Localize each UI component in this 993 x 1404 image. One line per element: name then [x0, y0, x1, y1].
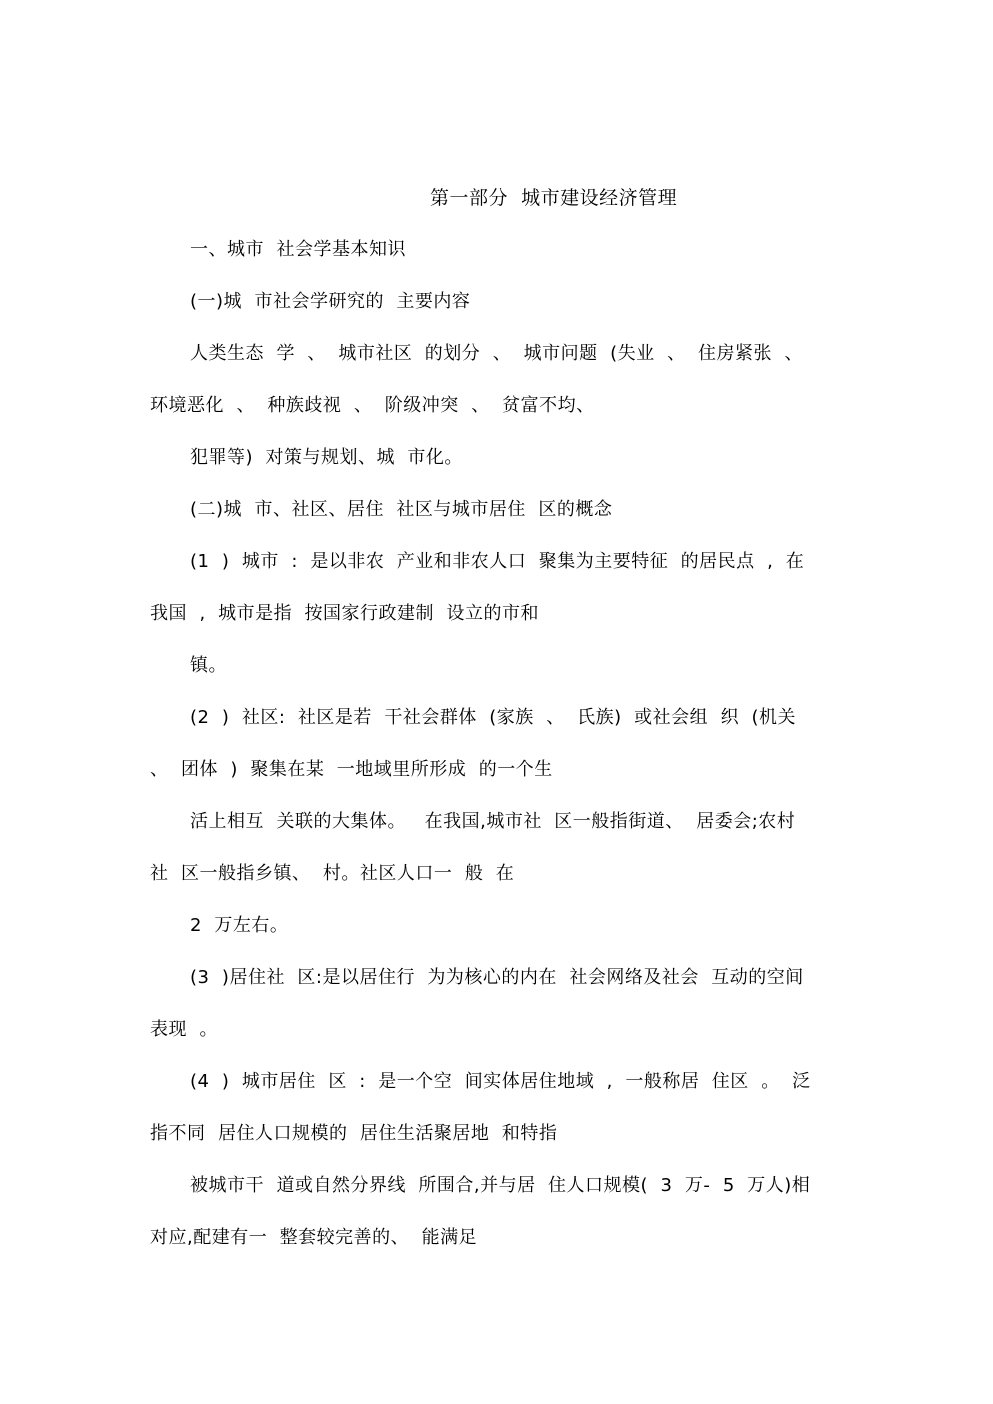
- paragraph-line: 镇。: [190, 655, 227, 676]
- paragraph-line: 我国 , 城市是指 按国家行政建制 设立的市和: [150, 603, 539, 624]
- paragraph-line: 2 万左右。: [190, 915, 289, 936]
- paragraph-line: (3 )居住社 区:是以居住行 为为核心的内在 社会网络及社会 互动的空间: [190, 967, 804, 988]
- paragraph-line: 人类生态 学 、 城市社区 的划分 、 城市问题 (失业 、 住房紧张 、: [190, 343, 803, 364]
- paragraph-line: 环境恶化 、 种族歧视 、 阶级冲突 、 贫富不均、: [150, 395, 595, 416]
- paragraph-line: 犯罪等) 对策与规划、城 市化。: [190, 447, 463, 468]
- paragraph-line: 对应,配建有一 整套较完善的、 能满足: [150, 1227, 478, 1248]
- subsection-heading: (二)城 市、社区、居住 社区与城市居住 区的概念: [190, 499, 613, 520]
- paragraph-line: (1 ) 城市 : 是以非农 产业和非农人口 聚集为主要特征 的居民点 , 在: [190, 551, 805, 572]
- page-title: 第一部分 城市建设经济管理: [430, 187, 678, 209]
- subsection-heading: (一)城 市社会学研究的 主要内容: [190, 291, 471, 312]
- paragraph-line: 、 团体 ) 聚集在某 一地域里所形成 的一个生: [150, 759, 553, 780]
- paragraph-line: 活上相互 关联的大集体。 在我国,城市社 区一般指街道、 居委会;农村: [190, 811, 796, 832]
- paragraph-line: 指不同 居住人口规模的 居住生活聚居地 和特指: [150, 1123, 558, 1144]
- paragraph-line: (2 ) 社区: 社区是若 干社会群体 (家族 、 氏族) 或社会组 织 (机关: [190, 707, 797, 728]
- paragraph-line: 表现 。: [150, 1019, 218, 1040]
- paragraph-line: 被城市干 道或自然分界线 所围合,并与居 住人口规模( 3 万- 5 万人)相: [190, 1175, 811, 1196]
- paragraph-line: (4 ) 城市居住 区 : 是一个空 间实体居住地域 , 一般称居 住区 。 泛: [190, 1071, 811, 1092]
- section-heading: 一、城市 社会学基本知识: [190, 239, 406, 260]
- paragraph-line: 社 区一般指乡镇、 村。社区人口一 般 在: [150, 863, 515, 884]
